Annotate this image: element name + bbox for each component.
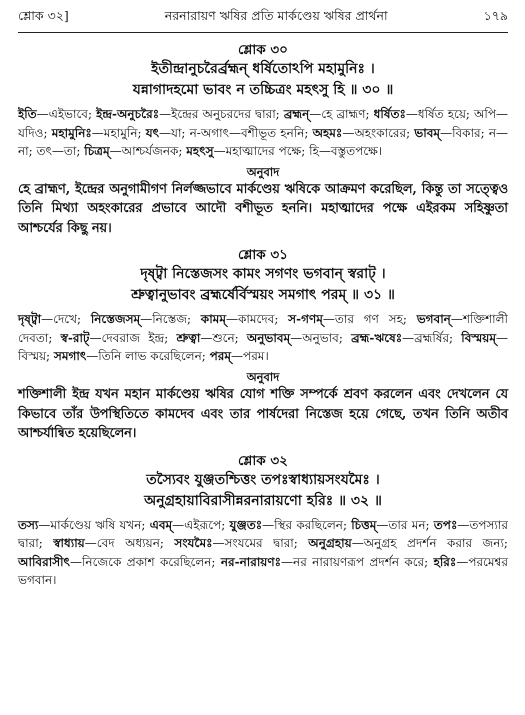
synonyms-paragraph [18,516,508,590]
synonym-term: ইতি [18,107,37,121]
synonym-gloss: —কামদেব; [226,312,289,327]
synonym-term: ব্রহ্ম-ঋষেঃ [351,330,403,345]
synonym-term: নর-নারায়ণঃ [220,554,282,569]
synonym-term: যৎ [145,125,160,140]
page [18,8,508,590]
synonym-gloss: —মহামুনি; [91,125,146,140]
synonym-term: নিস্তেজসম্ [90,312,141,327]
sloka-heading: শ্লোক ৩২ [238,452,288,469]
verse-line: যন্নাগাদহমো ভাবং ন তচ্চিত্রং মহৎসু হি ॥ ৩০ ॥ [132,82,394,98]
synonym-term: সমগাৎ [53,349,87,364]
synonym-gloss: —পরম। [231,349,269,364]
synonym-term: কামম্ [200,312,226,327]
synonym-gloss: —নিস্তেজ; [140,312,201,327]
translation-heading: অনুবাদ [246,370,280,385]
verse-line: অনুগ্রহায়াবিরাসীন্নরনারায়ণো হরিঃ ॥ ৩২ ॥ [144,492,382,509]
translation-paragraph: হে ব্রাহ্মণ, ইন্দ্রের অনুগামীগণ নির্লজ্জভাবে মার্কণ্ডেয় ঋষিকে আক্রমণ করেছিল, কিন্তু তা সত্ত্বেও তিনি মিথ্যা অহংকারের প্রভাবে আদৌ বশীভূত হননি। মহাত্মাদের পক্ষে এইরকম সহিষ্ণুতা আশ্চর্যের কিছু নয়। [18,181,508,236]
verse-line: তস্যৈবং যুঞ্জতশ্চিত্তং তপঃস্বাধ্যায়সংযমৈঃ । [146,471,380,488]
synonym-term: বিস্ময়ম্ [461,330,497,345]
sloka-section [18,41,508,238]
sloka-heading: শ্লোক ৩০ [238,42,288,58]
synonym-gloss: —শক্তিশালী দেবতা; [18,312,508,345]
synonym-gloss: —সংযমের দ্বারা; [212,536,309,551]
synonym-gloss: —ইন্দ্রের অনুচরদের দ্বারা; [159,107,284,121]
synonym-term: আবিরাসীৎ [18,554,70,569]
synonym-term: হরিঃ [433,554,457,569]
synonym-gloss: —পরমেশ্বর ভগবান। [18,554,508,588]
synonym-gloss: —অনুভাব; [290,330,352,345]
synonym-gloss: —ব্রহ্মর্ষির; [402,330,462,345]
synonym-gloss: —বেদ অধ্যয়ন; [84,536,175,551]
synonym-gloss: —নিজেকে প্রকাশ করেছিলেন; [69,554,221,569]
synonym-term: দৃষ্ট্বা [18,312,42,327]
page-number: ১৭৯ [483,8,508,23]
synonym-gloss: —তিনি লাভ করেছিলেন; [86,349,210,364]
sloka-section [18,452,508,590]
synonym-term: ব্রহ্মন্ [283,107,310,121]
synonym-gloss: —আশ্চর্যজনক; [109,144,187,159]
header-chapter-title: নরনারায়ণ ঋষির প্রতি মার্কণ্ডেয় ঋষির প্রার্থনা [164,8,388,23]
header-verse-ref: শ্লোক ৩২] [18,8,69,23]
synonym-gloss: —তার মন; [376,517,434,532]
synonym-term: অহমঃ [312,125,343,140]
synonym-term: তপঃ [433,517,458,532]
synonym-term: মহৎসু [186,144,214,159]
synonym-gloss: —নর নারায়ণরূপ প্রদর্শন করে; [281,554,434,569]
synonym-gloss: —তপস্যার দ্বারা; [18,517,508,551]
translation-heading: অনুবাদ [246,164,280,179]
synonym-term: মহামুনিঃ [51,125,92,140]
synonym-gloss: —স্থির করছিলেন; [262,517,352,532]
synonym-term: স্বাধ্যায় [53,536,85,551]
synonym-term: ভাবম্ [414,125,441,140]
synonyms-paragraph [18,310,508,366]
synonym-gloss: —অহংকারের; [342,125,415,140]
translation-paragraph: শক্তিশালী ইন্দ্র যখন মহান মার্কণ্ডেয় ঋষির যোগ শক্তি সম্পর্কে শ্রবণ করলেন এবং দেখলেন যে কিভাবে তাঁর উপস্থিতিতে কামদেব এবং তার পার্ষদেরা নিস্তেজ হয়ে গেছে, তখন তিনি অতীব আশ্চর্যান্বিত হয়েছিলেন। [18,387,508,442]
synonym-term: অনুগ্রহায় [308,536,352,551]
synonym-term: স-গণম্ [288,312,323,327]
synonym-term: পরম্ [209,349,232,364]
synonym-term: স্ব-রাট্ [60,330,90,345]
sloka-section [18,246,508,443]
synonym-term: শ্রুত্বা [176,330,201,345]
synonym-term: চিত্তম্ [351,517,377,532]
synonym-term: ভগবান্ [416,312,451,327]
synonym-gloss: —ধর্ষিত হয়ে; অপি—যদিও; [18,107,509,140]
page-header [18,8,508,33]
synonym-term: যুঞ্জতঃ [229,517,263,532]
synonym-gloss: —দেখে; [41,312,91,327]
synonym-gloss: —শুনে; [200,330,247,345]
synonym-term: তস্য [18,517,39,532]
synonym-gloss: —এইভাবে; [36,107,97,121]
synonym-gloss: —তার গণ সহ; [322,312,417,327]
synonym-gloss: —বিকার; ন—না; তৎ—তা; [18,125,509,159]
verse-line: ইতীন্দ্রানুচরৈর্ব্রহ্মন্‌ ধর্ষিতোঽপি মহামুনিঃ । [151,61,375,77]
synonym-gloss: —এইরূপে; [172,517,230,532]
verse-line: দৃষ্ট্বা নিস্তেজসং কামং সগণং ভগবান্ স্বরাট্ । [140,266,386,283]
synonym-gloss: —হে ব্রাহ্মণ; [309,107,374,121]
synonyms-paragraph [18,105,508,161]
synonym-gloss: —মহাত্মাদের পক্ষে; হি—বস্তুতপক্ষে। [213,144,383,159]
synonym-gloss: —মার্কণ্ডেয় ঋষি যখন; [38,517,150,532]
synonym-gloss: —অনুগ্রহ প্রদর্শন করার জন্য; [351,536,508,551]
synonym-gloss: —বিস্ময়; [18,330,509,364]
synonym-term: এবম্ [149,517,173,532]
sloka-heading: শ্লোক ৩১ [238,247,288,264]
synonym-gloss: —দেবরাজ ইন্দ্র; [89,330,177,345]
synonym-term: সংযমৈঃ [174,536,213,551]
synonym-term: ধর্ষিতঃ [373,107,406,121]
synonym-term: চিত্রম্ [84,144,110,159]
synonym-term: ইন্দ্র-অনুচরৈঃ [96,107,160,121]
synonym-gloss: —যা; ন-অগাৎ—বশীভূত হননি; [159,125,313,140]
verse-line: শ্রুত্বানুভাবং ব্রহ্মর্ষের্বিস্ময়ং সমগাৎ পরম্ ॥ ৩১ ॥ [131,287,395,304]
synonym-term: অনুভাবম্ [246,330,291,345]
